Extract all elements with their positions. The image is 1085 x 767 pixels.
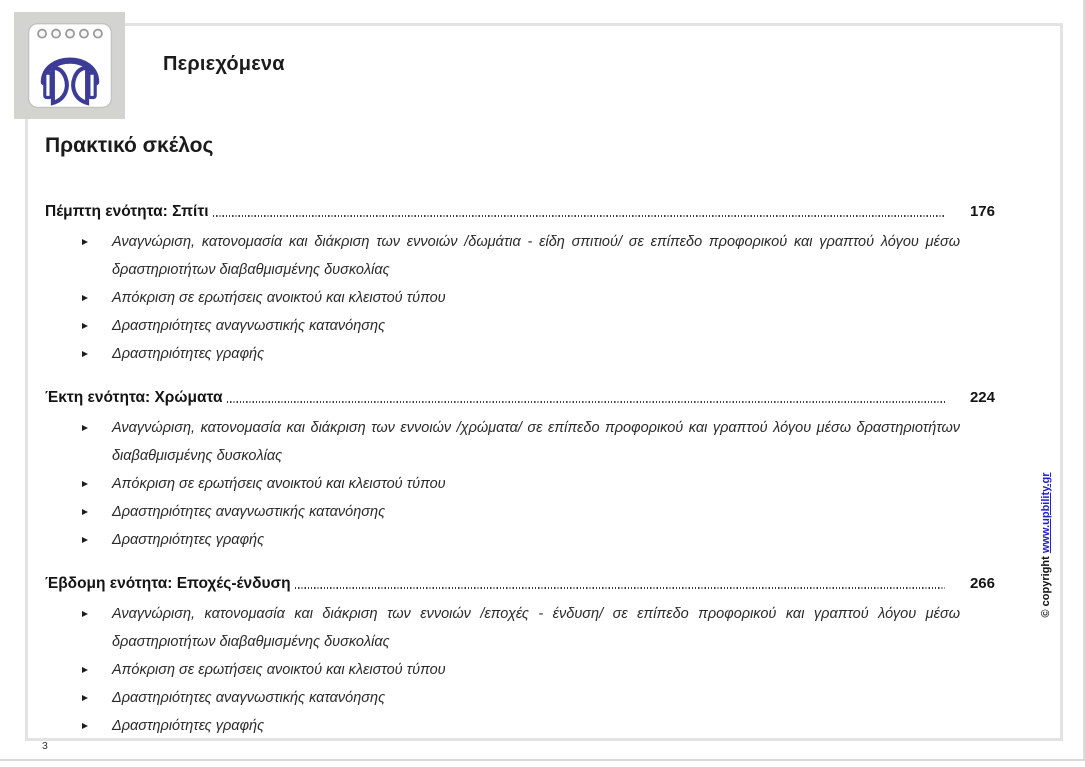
logo — [14, 12, 125, 119]
bullet-arrow-icon — [82, 656, 112, 684]
toc-item-text: Δραστηριότητες γραφής — [112, 718, 265, 734]
toc-item-list — [45, 414, 995, 554]
copyright-text: © copyright — [1040, 553, 1052, 618]
toc-section-page-number: 176 — [969, 203, 995, 220]
toc-section-label: Έβδομη ενότητα: Εποχές-ένδυση — [45, 575, 291, 592]
toc-item-text: Δραστηριότητες γραφής — [112, 532, 265, 548]
bullet-arrow-icon — [82, 312, 112, 340]
toc-section-header — [45, 381, 995, 409]
bullet-arrow-icon — [82, 284, 112, 312]
toc-item-text: Δραστηριότητες αναγνωστικής κατανόησης — [112, 690, 386, 706]
toc-item-text: Απόκριση σε ερωτήσεις ανοικτού και κλειστού τύπου — [112, 290, 446, 306]
toc-section-page-number: 266 — [969, 575, 995, 592]
toc-section-header — [45, 567, 995, 595]
dot-leader — [213, 215, 945, 217]
dot-leader — [295, 587, 945, 589]
toc-item — [45, 656, 995, 684]
toc-section-label: Πέμπτη ενότητα: Σπίτι — [45, 203, 209, 220]
toc-item-text: Δραστηριότητες αναγνωστικής κατανόησης — [112, 504, 386, 520]
toc-item — [45, 312, 995, 340]
toc-section — [45, 195, 995, 368]
toc-section — [45, 381, 995, 554]
toc-item — [45, 470, 995, 498]
copyright-strip — [1040, 472, 1052, 617]
headphones-notepad-icon — [24, 21, 116, 111]
footer-page-number: 3 — [42, 740, 48, 752]
bullet-arrow-icon — [82, 470, 112, 498]
bullet-arrow-icon — [82, 414, 112, 470]
toc-item-text: Δραστηριότητες αναγνωστικής κατανόησης — [112, 318, 386, 334]
bullet-arrow-icon — [82, 712, 112, 740]
dot-leader — [227, 401, 946, 403]
bullet-arrow-icon — [82, 600, 112, 656]
bullet-arrow-icon — [82, 228, 112, 284]
toc-item — [45, 284, 995, 312]
toc-item-text: Δραστηριότητες γραφής — [112, 346, 265, 362]
toc-item — [45, 712, 995, 740]
toc-item — [45, 526, 995, 554]
toc-item — [45, 340, 995, 368]
toc-item — [45, 228, 995, 284]
page-title: Περιεχόμενα — [163, 53, 285, 75]
part-title: Πρακτικό σκέλος — [45, 134, 214, 157]
toc-item-list — [45, 228, 995, 368]
toc-item-text: Απόκριση σε ερωτήσεις ανοικτού και κλειστού τύπου — [112, 662, 446, 678]
table-of-contents — [45, 133, 995, 753]
bullet-arrow-icon — [82, 526, 112, 554]
toc-item — [45, 684, 995, 712]
toc-item-list — [45, 600, 995, 740]
toc-item — [45, 414, 995, 470]
toc-item-text: Απόκριση σε ερωτήσεις ανοικτού και κλειστού τύπου — [112, 476, 446, 492]
toc-sections — [45, 195, 995, 740]
toc-section-page-number: 224 — [969, 389, 995, 406]
bullet-arrow-icon — [82, 498, 112, 526]
toc-item-text: Αναγνώριση, κατονομασία και διάκριση των εννοιών /δωμάτια - είδη σπιτιού/ σε επίπεδο προφορικού και γραπτού λόγου μέσω δραστηριοτήτων διαβαθμισμένης δυσκολίας — [112, 234, 960, 278]
toc-item — [45, 600, 995, 656]
bullet-arrow-icon — [82, 340, 112, 368]
bullet-arrow-icon — [82, 684, 112, 712]
toc-item-text: Αναγνώριση, κατονομασία και διάκριση των εννοιών /εποχές - ένδυση/ σε επίπεδο προφορικού και γραπτού λόγου μέσω δραστηριοτήτων διαβαθμισμένης δυσκολίας — [112, 606, 960, 650]
toc-section-header — [45, 195, 995, 223]
toc-item-text: Αναγνώριση, κατονομασία και διάκριση των εννοιών /χρώματα/ σε επίπεδο προφορικού και γραπτού λόγου μέσω δραστηριοτήτων διαβαθμισμένης δυσκολίας — [112, 420, 960, 464]
upbility-link[interactable]: www.upbility.gr — [1040, 472, 1052, 554]
toc-section — [45, 567, 995, 740]
toc-section-label: Έκτη ενότητα: Χρώματα — [45, 389, 223, 406]
toc-item — [45, 498, 995, 526]
